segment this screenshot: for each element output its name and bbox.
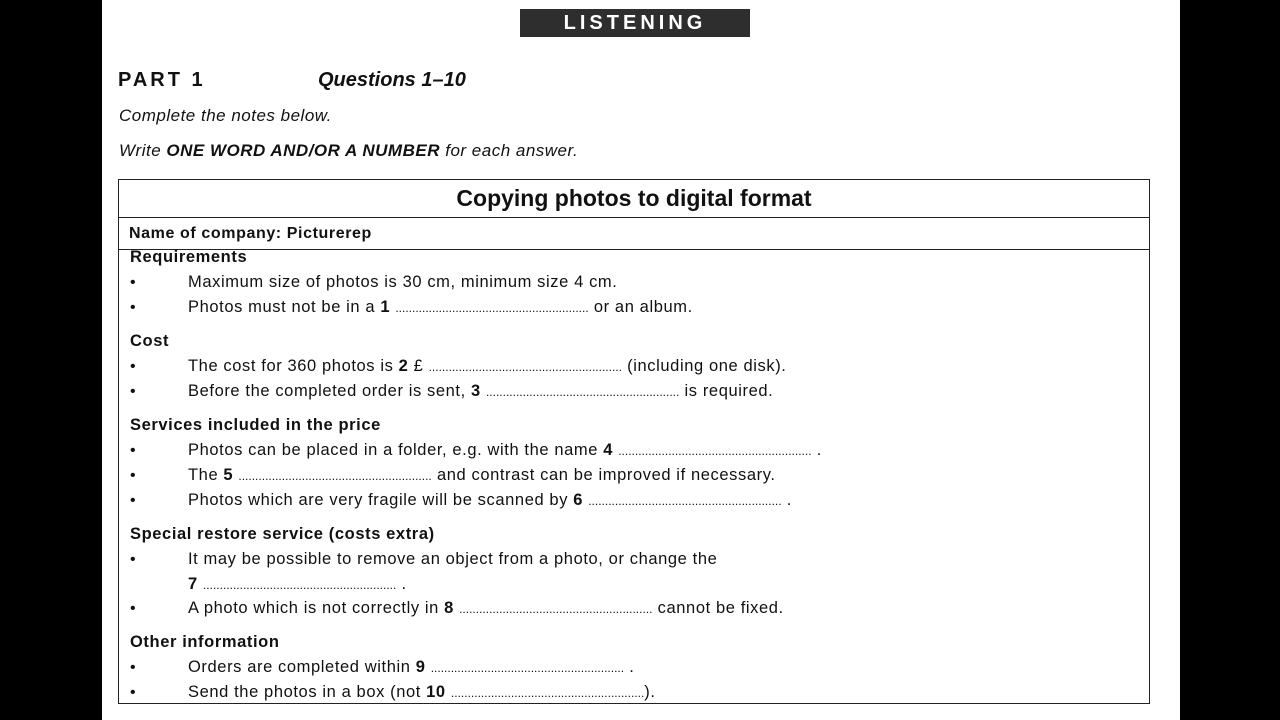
question-number-3: 3 [471,382,481,400]
bullet: • [130,442,136,459]
company-name: Name of company: Picturerep [119,218,1149,250]
text: The cost for 360 photos is [188,357,399,375]
answer-blank-8[interactable]: .......................................................... [459,602,653,616]
instruction-complete: Complete the notes below. [119,106,332,125]
listening-banner: LISTENING [520,9,750,37]
text: Photos which are very fragile will be scanned by [188,491,574,509]
cost-line-2 [188,382,773,401]
text: Photos can be placed in a folder, e.g. with the name [188,441,604,459]
text: The [188,466,224,484]
question-number-9: 9 [415,658,426,676]
heading-services: Services included in the price [130,416,381,434]
answer-blank-1[interactable]: .......................................................... [395,301,589,315]
text: and contrast can be improved if necessary. [431,466,776,484]
answer-blank-2[interactable]: .......................................................... [428,360,622,374]
questions-range: Questions 1–10 [318,69,466,91]
cost-line-1 [188,357,786,376]
text: £ [408,357,429,375]
requirements-line-1: Maximum size of photos is 30 cm, minimum size 4 cm. [188,273,618,291]
instruction-text: Write [119,141,167,160]
instruction-text: for each answer. [440,141,579,160]
text: cannot be fixed. [652,599,784,617]
answer-blank-5[interactable]: .......................................................... [238,469,432,483]
text: . [396,575,407,593]
bullet: • [130,467,136,484]
answer-blank-6[interactable]: .......................................................... [588,494,782,508]
restore-line-2 [188,599,784,618]
text: or an album. [588,298,693,316]
question-number-5: 5 [223,466,234,484]
question-number-1: 1 [380,298,391,316]
heading-restore: Special restore service (costs extra) [130,525,435,543]
services-line-2 [188,466,776,485]
worksheet-page [102,0,1180,720]
answer-blank-9[interactable]: .......................................................... [430,661,625,675]
text: . [811,441,822,459]
part-label: PART 1 [118,69,206,91]
bullet: • [130,274,136,291]
answer-blank-4[interactable]: .......................................................... [618,444,812,458]
bullet: • [130,358,136,375]
answer-blank-3[interactable]: .......................................................... [485,385,680,399]
heading-cost: Cost [130,332,170,350]
text: Before the completed order is sent, [188,382,471,400]
text: is required. [679,382,774,400]
restore-line-1b [188,575,407,594]
text: Orders are completed within [188,658,416,676]
question-number-10: 10 [426,683,446,701]
question-number-8: 8 [444,599,454,617]
question-number-7: 7 [188,575,198,593]
bullet: • [130,383,136,400]
bullet: • [130,551,136,568]
other-line-2 [188,683,656,702]
text: . [781,491,792,509]
answer-blank-10[interactable]: .......................................................... [450,686,645,700]
restore-line-1: It may be possible to remove an object from a photo, or change the [188,550,718,568]
bullet: • [130,299,136,316]
bullet: • [130,659,136,676]
text: (including one disk). [621,357,787,375]
heading-other: Other information [130,633,280,651]
instruction-write [119,141,578,161]
bullet: • [130,684,136,701]
question-number-6: 6 [573,491,584,509]
bullet: • [130,600,136,617]
bullet: • [130,492,136,509]
notes-title: Copying photos to digital format [119,180,1149,218]
services-line-1 [188,441,822,460]
instruction-emphasis: ONE WORD AND/OR A NUMBER [166,141,440,160]
requirements-line-2 [188,298,693,317]
question-number-4: 4 [603,441,613,459]
other-line-1 [188,658,634,677]
notes-box [118,179,1150,704]
services-line-3 [188,491,792,510]
text: Send the photos in a box (not [188,683,427,701]
text: . [624,658,635,676]
text: Photos must not be in a [188,298,381,316]
question-number-2: 2 [398,357,409,375]
text: ). [644,683,656,701]
answer-blank-7[interactable]: .......................................................... [202,578,397,592]
heading-requirements: Requirements [130,248,248,266]
text: A photo which is not correctly in [188,599,445,617]
